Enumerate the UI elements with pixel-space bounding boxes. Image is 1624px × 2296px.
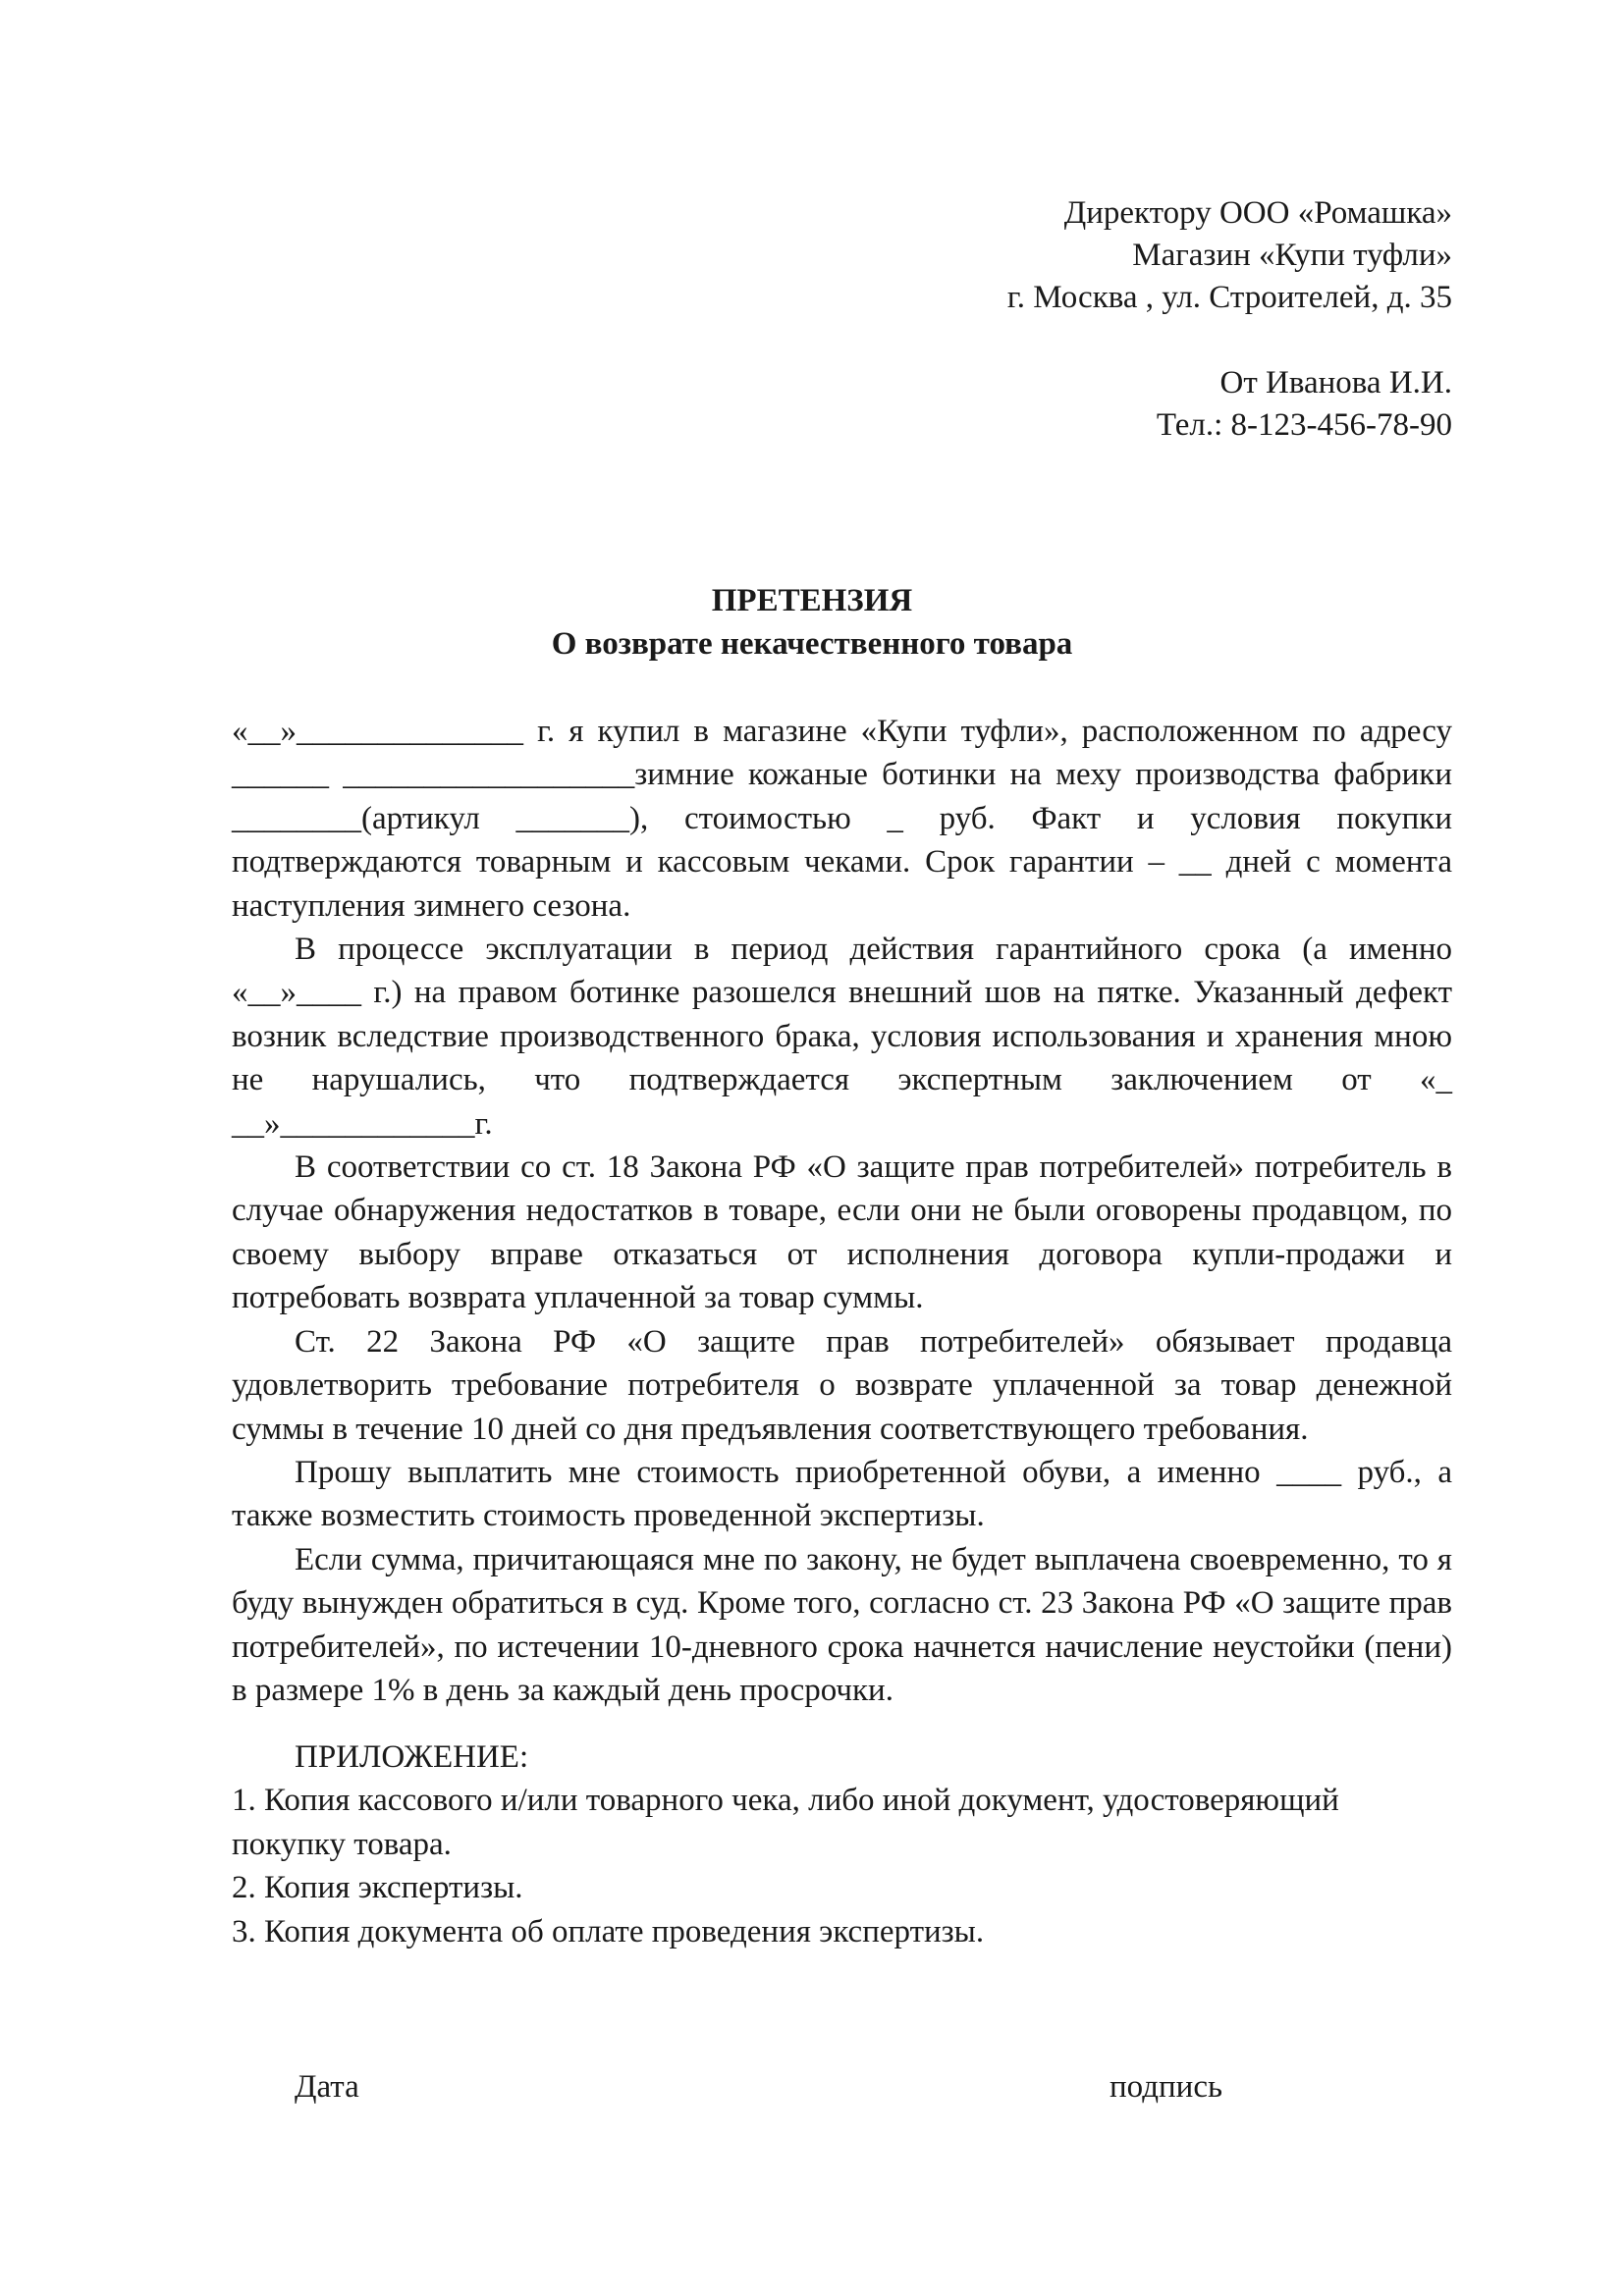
appendix-item: 1. Копия кассового и/или товарного чека, либо иной документ, удостоверяющий покупку товара.	[232, 1783, 1339, 1862]
appendix-item: 2. Копия экспертизы.	[232, 1870, 523, 1906]
date-label: Дата	[295, 2069, 359, 2105]
signature-label: подпись	[1110, 2069, 1223, 2105]
appendix-item: 3. Копия документа об оплате проведения экспертизы.	[232, 1913, 985, 1949]
document-title: ПРЕТЕНЗИЯ	[711, 583, 913, 618]
sender-phone: Тел.: 8-123-456-78-90	[1156, 407, 1452, 443]
paragraph-warning: Если сумма, причитающаяся мне по закону, не будет выплачена своевременно, то я буду вынужден обратиться в суд. Кроме того, согласно ст. 23 Закона РФ «О защите прав потребителей», по истечении 10-дневного срока начнется начисление неустойки (пени) в размере 1% в день за каждый день просрочки.	[232, 1541, 1452, 1708]
document-title-block	[0, 579, 1624, 666]
paragraph-purchase: «__»______________ г. я купил в магазине «Купи туфли», расположенном по адресу ______ __________________зимние кожаные ботинки на меху производства фабрики ________(артикул _______), стоимостью _ руб. Факт и условия покупки подтверждаются товарным и кассовым чеками. Срок гарантии – __ дней с момента наступления зимнего сезона.	[232, 714, 1452, 924]
header-spacer	[1007, 319, 1452, 362]
appendix-block	[232, 1735, 1452, 1953]
addressee-address: г. Москва , ул. Строителей, д. 35	[1006, 280, 1452, 315]
paragraph-defect: В процессе эксплуатации в период действия гарантийного срока (а именно «__»____ г.) на правом ботинке разошелся внешний шов на пятке. Указанный дефект возник вследствие производственного брака, условия использования и хранения мною не нарушались, что подтверждается экспертным заключением от «_	[232, 932, 1452, 1098]
paragraph-law-article-18: В соответствии со ст. 18 Закона РФ «О защите прав потребителей» потребитель в случае обнаружения недостатков в товаре, если они не были оговорены продавцом, по своему выбору вправе отказаться от исполнения договора купли-продажи и потребовать возврата уплаченной за товар суммы.	[232, 1149, 1452, 1316]
paragraph-law-article-22: Ст. 22 Закона РФ «О защите прав потребителей» обязывает продавца удовлетворить требование потребителя о возврате уплаченной за товар денежной суммы в течение 10 дней со дня предъявления соответствующего требования.	[232, 1323, 1452, 1447]
paragraph-request: Прошу выплатить мне стоимость приобретенной обуви, а именно ____ руб., а также возместить стоимость проведенной экспертизы.	[232, 1454, 1452, 1534]
claim-body	[232, 710, 1452, 1712]
paragraph-defect-continuation: __»____________г.	[232, 1105, 493, 1142]
sender-name: От Иванова И.И.	[1219, 365, 1452, 400]
addressee-director: Директору ООО «Ромашка»	[1063, 195, 1452, 231]
addressee-block	[1007, 192, 1452, 447]
document-subtitle: О возврате некачественного товара	[551, 626, 1073, 662]
addressee-store: Магазин «Купи туфли»	[1132, 238, 1452, 273]
appendix-title: ПРИЛОЖЕНИЕ:	[295, 1739, 529, 1775]
